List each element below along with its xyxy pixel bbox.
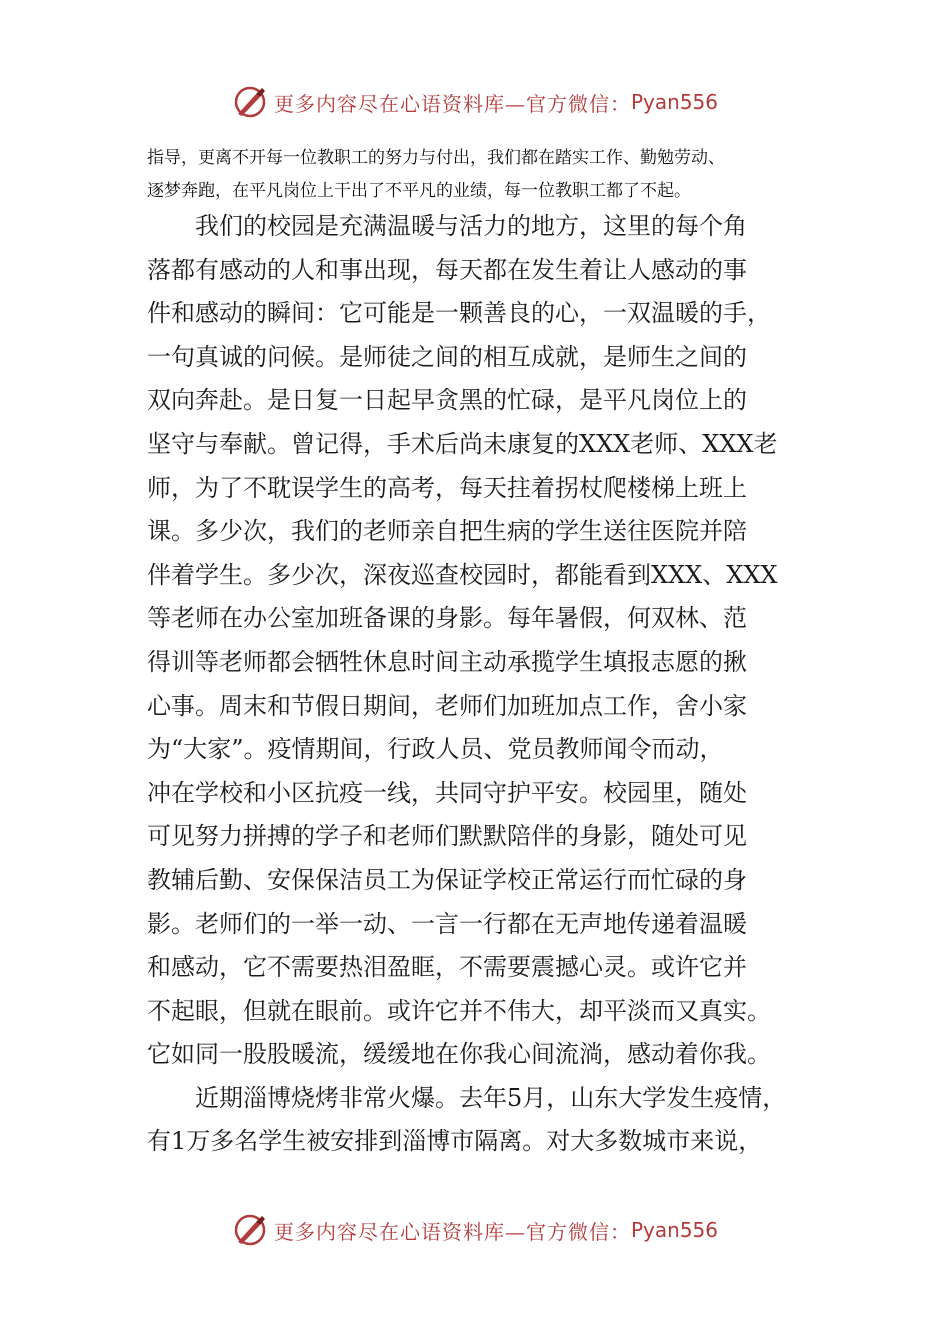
continuation-paragraph xyxy=(147,142,807,208)
text-line: 师，为了不耽误学生的高考，每天拄着拐杖爬楼梯上班上 xyxy=(147,473,747,502)
text-line: 不起眼，但就在眼前。或许它并不伟大，却平淡而又真实。 xyxy=(147,996,771,1025)
paragraph-campus-warmth xyxy=(147,205,807,1077)
header-banner-text: 更多内容尽在心语资料库—官方微信： xyxy=(273,91,631,116)
text-line: 双向奔赴。是日复一日起早贪黑的忙碌，是平凡岗位上的 xyxy=(147,386,747,415)
header-watermark-banner xyxy=(0,82,950,122)
text-line: 课。多少次，我们的老师亲自把生病的学生送往医院并陪 xyxy=(147,517,747,546)
pen-logo-icon xyxy=(232,1212,268,1248)
text-line: 件和感动的瞬间：它可能是一颗善良的心，一双温暖的手， xyxy=(147,299,771,328)
text-line: 影。老师们的一举一动、一言一行都在无声地传递着温暖 xyxy=(147,909,747,938)
text-line: 得训等老师都会牺牲休息时间主动承揽学生填报志愿的揪 xyxy=(147,647,747,676)
text-line: 一句真诚的问候。是师徒之间的相互成就，是师生之间的 xyxy=(147,342,747,371)
text-line: 近期淄博烧烤非常火爆。去年5月，山东大学发生疫情， xyxy=(195,1083,787,1112)
text-line: 冲在学校和小区抗疫一线，共同守护平安。校园里，随处 xyxy=(147,778,747,807)
text-line: 可见努力拼搏的学子和老师们默默陪伴的身影，随处可见 xyxy=(147,822,747,851)
footer-banner-text: 更多内容尽在心语资料库—官方微信： xyxy=(273,1219,631,1244)
text-line: 指导，更离不开每一位教职工的努力与付出，我们都在踏实工作、勤勉劳动、 xyxy=(147,148,725,168)
text-line: 逐梦奔跑，在平凡岗位上干出了不平凡的业绩，每一位教职工都了不起。 xyxy=(147,181,691,201)
text-line: 伴着学生。多少次，深夜巡查校园时，都能看到XXX、XXX xyxy=(147,560,778,589)
text-line: 有1万多名学生被安排到淄博市隔离。对大多数城市来说， xyxy=(147,1127,763,1156)
footer-watermark-banner xyxy=(0,1210,950,1250)
document-body xyxy=(147,205,807,1164)
text-line: 为“大家”。疫情期间，行政人员、党员教师闻令而动， xyxy=(147,735,724,764)
text-line: 它如同一股股暖流，缓缓地在你我心间流淌，感动着你我。 xyxy=(147,1040,771,1069)
text-line: 落都有感动的人和事出现，每天都在发生着让人感动的事 xyxy=(147,255,747,284)
paragraph-zibo-bbq xyxy=(147,1077,807,1164)
header-banner-wechat-id: Pyan556 xyxy=(630,90,718,114)
text-line: 等老师在办公室加班备课的身影。每年暑假，何双林、范 xyxy=(147,604,747,633)
text-line: 和感动，它不需要热泪盈眶，不需要震撼心灵。或许它并 xyxy=(147,953,747,982)
text-line: 心事。周末和节假日期间，老师们加班加点工作，舍小家 xyxy=(147,691,747,720)
footer-banner-wechat-id: Pyan556 xyxy=(630,1218,718,1242)
text-line: 坚守与奉献。曾记得，手术后尚未康复的XXX老师、XXX老 xyxy=(147,429,778,458)
pen-logo-icon xyxy=(232,84,268,120)
text-line: 我们的校园是充满温暖与活力的地方，这里的每个角 xyxy=(195,212,747,240)
text-line: 教辅后勤、安保保洁员工为保证学校正常运行而忙碌的身 xyxy=(147,865,747,894)
